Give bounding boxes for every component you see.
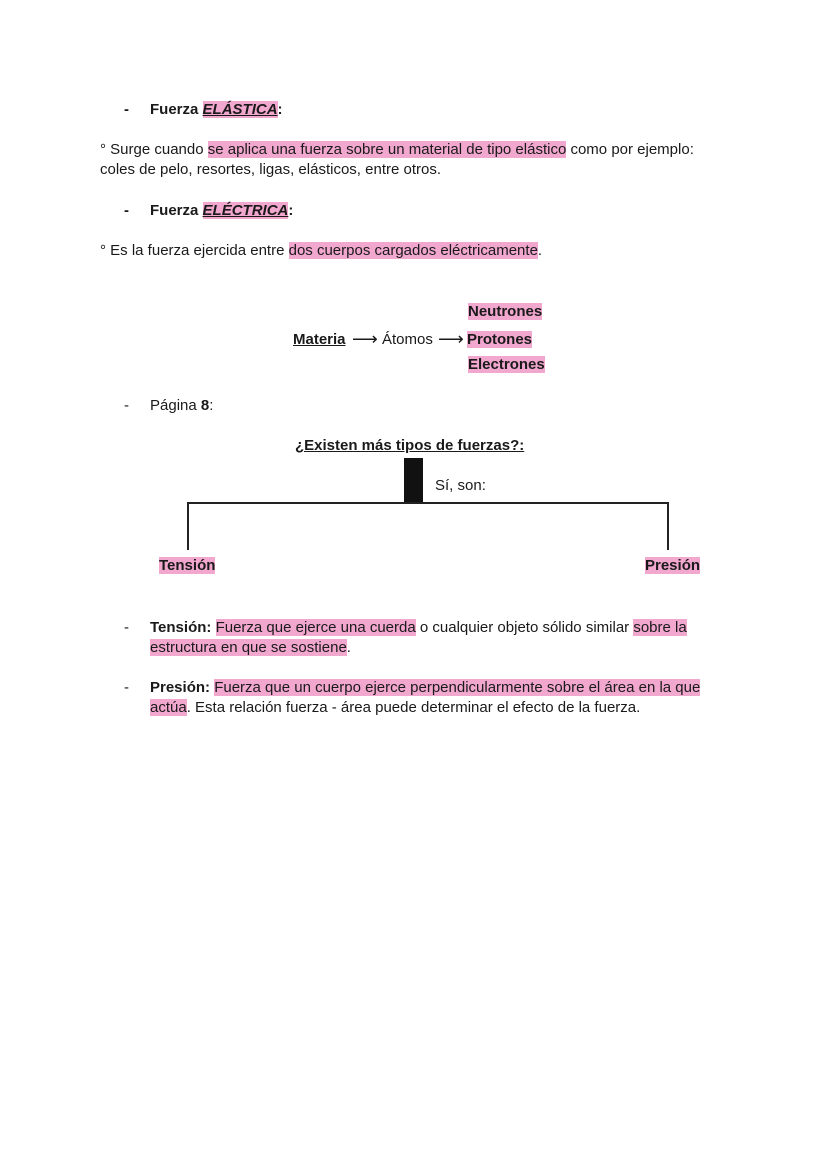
arrow-icon: ⟶	[438, 329, 464, 349]
definition-term: Presión:	[150, 679, 211, 696]
label-electrones: Electrones	[468, 356, 545, 373]
bullet-dash: -	[124, 619, 129, 636]
highlight-segment: Fuerza que un cuerpo ejerce perpendicularmente sobre el área en la que	[214, 679, 701, 696]
heading-term-electrica: ELÉCTRICA	[202, 202, 289, 219]
highlight-segment: actúa	[150, 699, 187, 716]
label-materia: Materia	[293, 331, 346, 348]
page-label: Página	[150, 397, 197, 414]
text-segment: . Esta relación fuerza - área puede determinar el efecto de la fuerza.	[186, 699, 641, 716]
heading-colon: :	[277, 101, 283, 118]
bullet-dash: -	[124, 679, 129, 696]
text-segment: ° Es la fuerza ejercida entre	[100, 242, 285, 259]
highlight-segment: estructura en que se sostiene	[150, 639, 347, 656]
tree-answer: Sí, son:	[435, 477, 486, 494]
text-segment: o cualquier objeto sólido similar	[419, 619, 630, 636]
text-line: coles de pelo, resortes, ligas, elásticos, entre otros.	[100, 161, 442, 178]
page-number: 8	[200, 397, 210, 414]
bullet-dash: -	[124, 202, 129, 219]
bullet-dash: -	[124, 101, 129, 118]
tree-left-branch	[187, 503, 189, 550]
heading-label: Fuerza	[150, 202, 199, 219]
text-segment: ° Surge cuando	[100, 141, 204, 158]
tree-leaf-tension: Tensión	[159, 557, 216, 574]
tree-leaf-presion: Presión	[645, 557, 701, 574]
tree-right-branch	[667, 502, 669, 550]
highlight-segment: sobre la	[633, 619, 687, 636]
heading-label: Fuerza	[150, 101, 199, 118]
highlight-segment: dos cuerpos cargados eléctricamente	[288, 242, 538, 259]
label-protones: Protones	[467, 331, 533, 348]
text-segment: como por ejemplo:	[570, 141, 694, 158]
tree-stem	[404, 458, 423, 504]
arrow-icon: ⟶	[352, 329, 378, 349]
text-segment: .	[537, 242, 543, 259]
definition-term: Tensión:	[150, 619, 212, 636]
highlight-segment: Fuerza que ejerce una cuerda	[215, 619, 416, 636]
page-colon: :	[209, 397, 214, 414]
heading-term-elastica: ELÁSTICA	[202, 101, 278, 118]
tree-question: ¿Existen más tipos de fuerzas?:	[295, 437, 525, 454]
label-atomos: Átomos	[382, 331, 433, 348]
heading-colon: :	[288, 202, 294, 219]
label-neutrones: Neutrones	[468, 303, 543, 320]
highlight-segment: se aplica una fuerza sobre un material de tipo elástico	[207, 141, 567, 158]
bullet-dash: -	[124, 397, 129, 414]
text-segment: .	[346, 639, 351, 656]
tree-horizontal-line	[187, 502, 669, 504]
